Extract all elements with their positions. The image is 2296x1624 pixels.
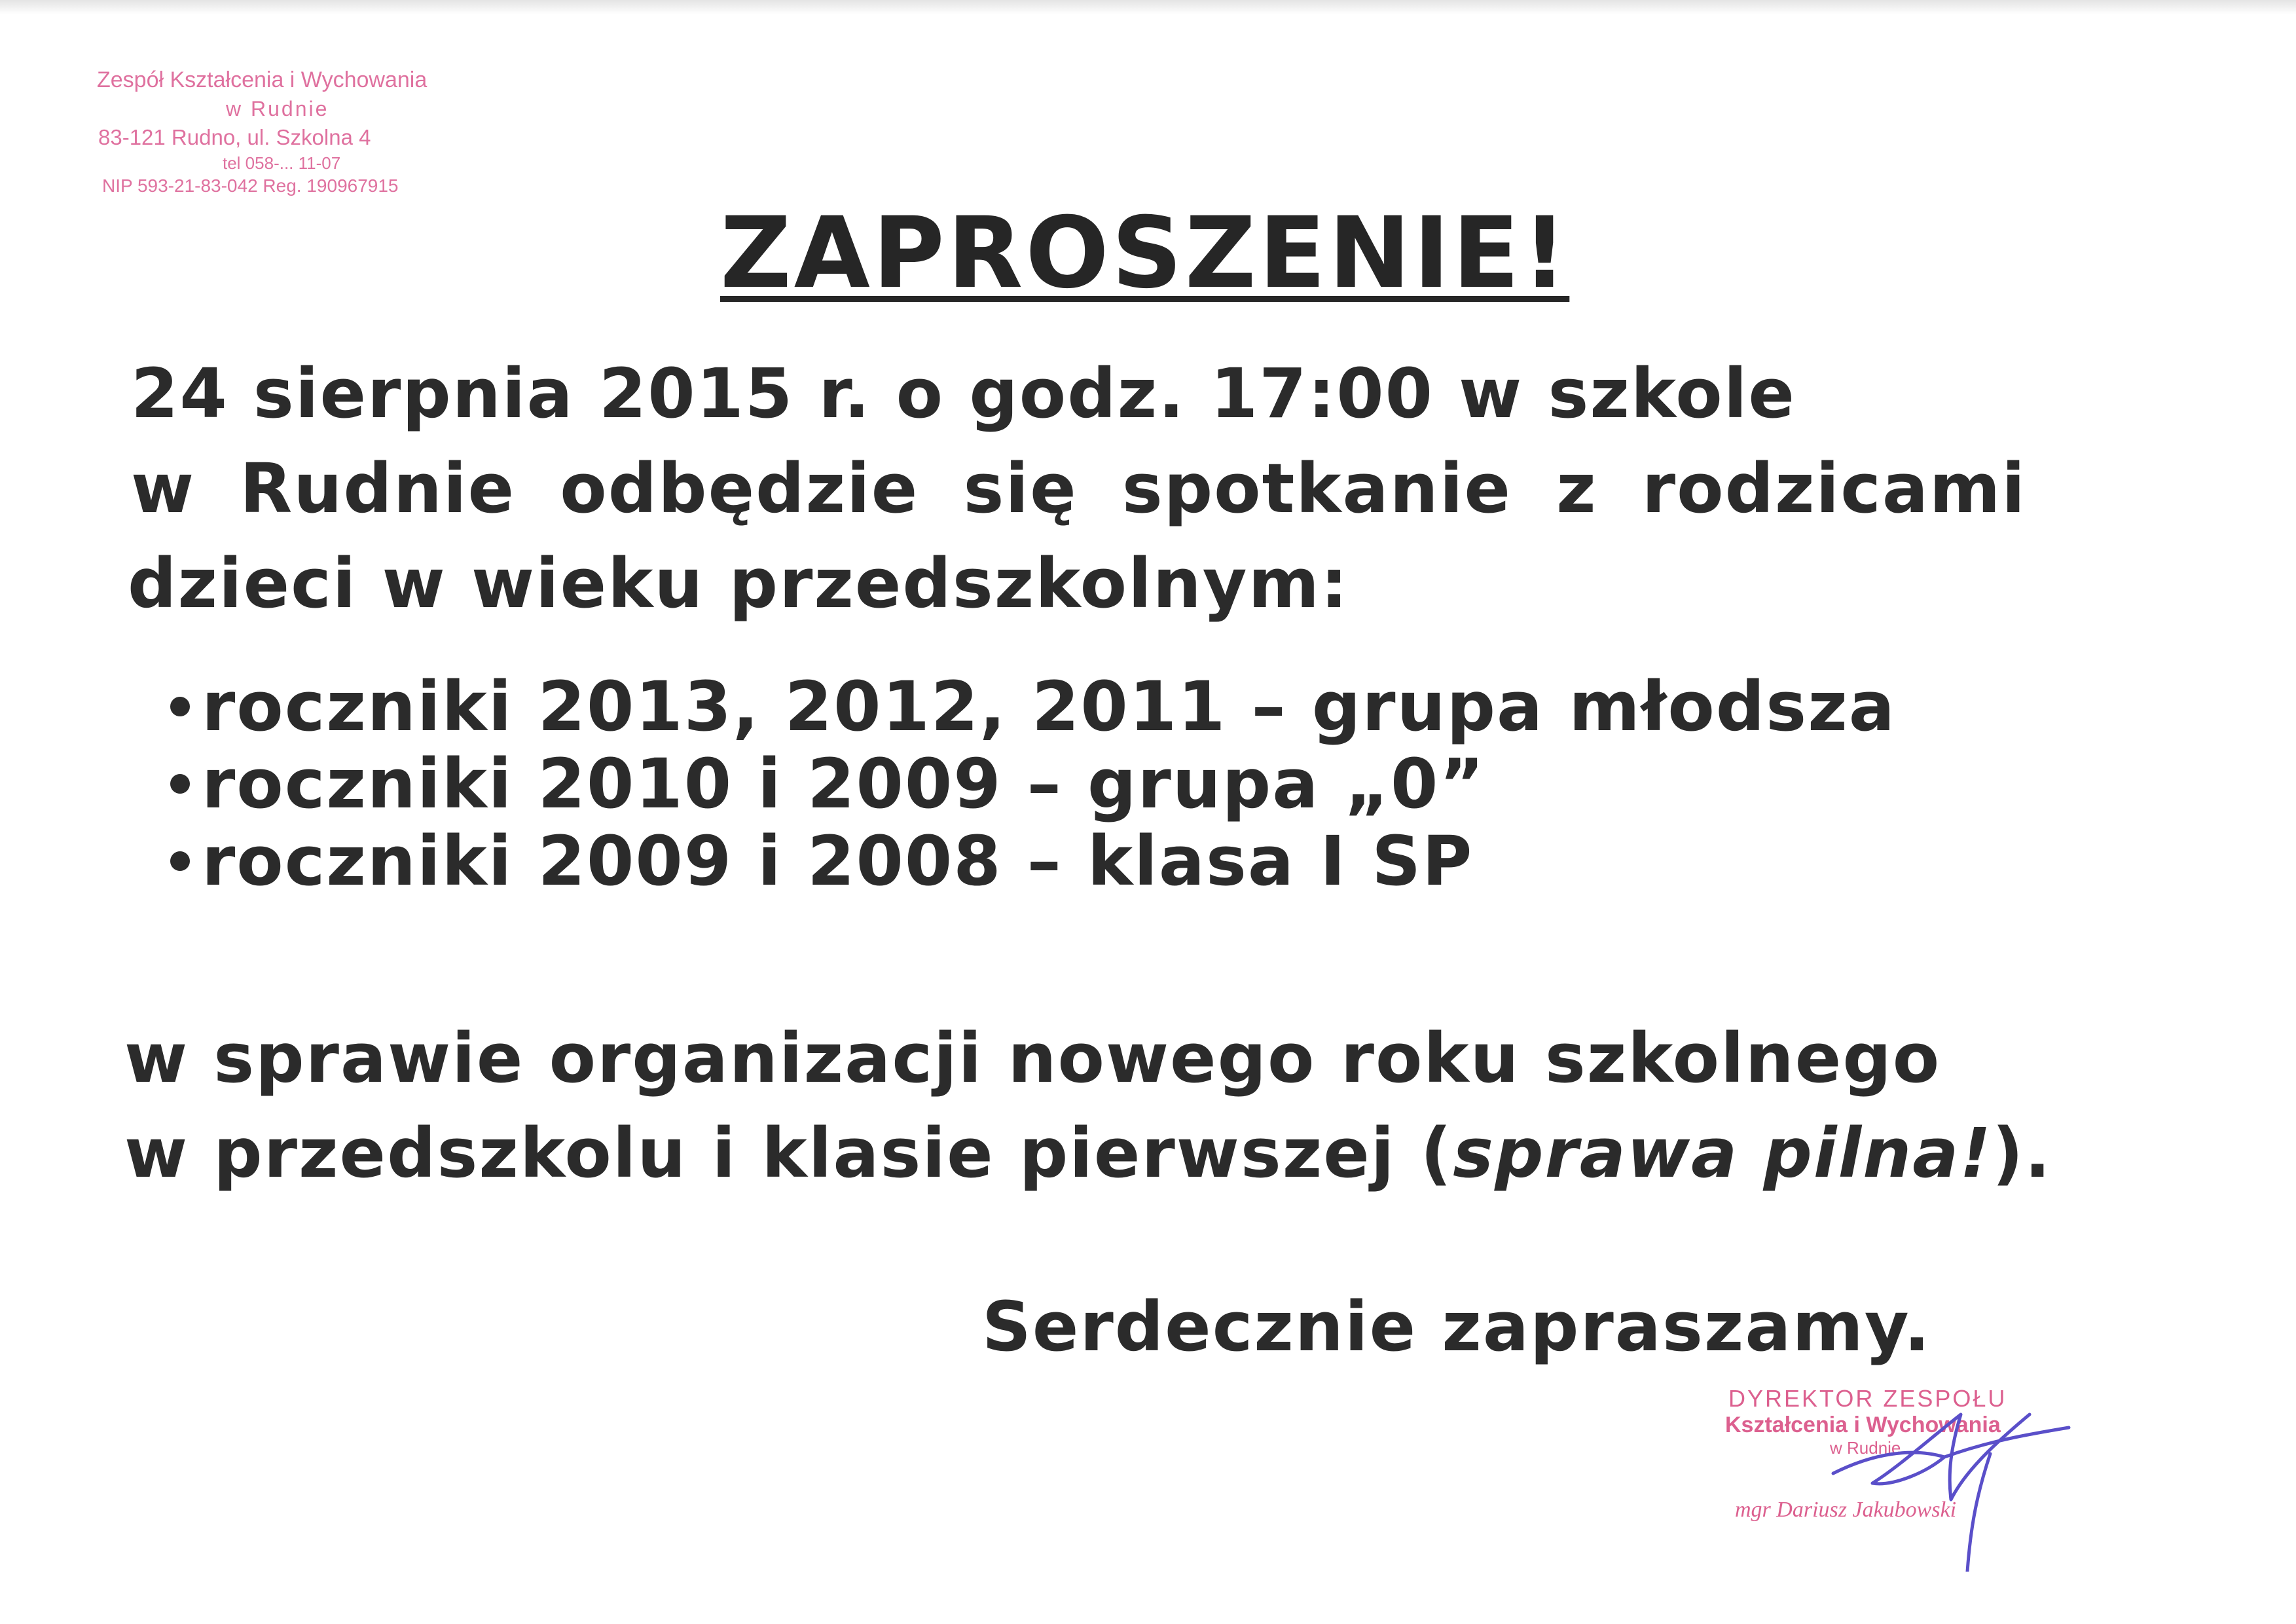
school-stamp-line-1: Zespół Kształcenia i Wychowania [97, 67, 428, 92]
director-stamp-location: w Rudnie [1830, 1438, 1901, 1458]
director-stamp-title: DYREKTOR ZESPOŁU [1728, 1385, 2007, 1412]
bullet-icon [170, 851, 190, 871]
list-item-text: roczniki 2009 i 2008 – klasa I SP [202, 821, 1474, 901]
scan-edge [0, 0, 2296, 14]
bullet-icon [170, 697, 190, 716]
list-item [170, 745, 1896, 822]
purpose-line-2-prefix: w przedszkolu i klasie pierwszej ( [124, 1113, 1453, 1193]
school-stamp-line-5: NIP 593-21-83-042 Reg. 190967915 [102, 175, 399, 196]
invitation-line-1: 24 sierpnia 2015 r. o godz. 17:00 w szkole [131, 354, 1796, 434]
school-stamp [85, 65, 478, 198]
purpose-line-2-suffix: ). [1992, 1113, 2052, 1193]
list-item [170, 822, 1896, 900]
list-item-text: roczniki 2010 i 2009 – grupa „0” [202, 744, 1485, 824]
page-title: ZAPROSZENIE! [720, 196, 1570, 310]
invitation-line-3: dzieci w wieku przedszkolnym: [128, 544, 1349, 623]
invitation-line-2: w Rudnie odbędzie się spotkanie z rodzicami [131, 449, 2027, 528]
list-item-text: roczniki 2013, 2012, 2011 – grupa młodsza [202, 667, 1896, 747]
list-item [170, 668, 1896, 745]
bullet-icon [170, 774, 190, 794]
purpose-line-1: w sprawie organizacji nowego roku szkolnego [124, 1018, 1941, 1098]
purpose-line-2 [124, 1113, 2052, 1193]
handwritten-signature [1794, 1375, 2095, 1572]
school-stamp-line-4: tel 058-... 11-07 [223, 153, 341, 173]
school-stamp-line-2: w Rudnie [226, 97, 329, 120]
age-group-list [170, 668, 1896, 900]
director-name: mgr Dariusz Jakubowski [1735, 1498, 1957, 1522]
urgent-note: sprawa pilna! [1453, 1113, 1992, 1193]
school-stamp-line-3: 83-121 Rudno, ul. Szkolna 4 [98, 125, 371, 149]
director-stamp-institution: Kształcenia i Wychowania [1725, 1412, 2001, 1437]
closing-text: Serdecznie zapraszamy. [982, 1287, 1931, 1367]
